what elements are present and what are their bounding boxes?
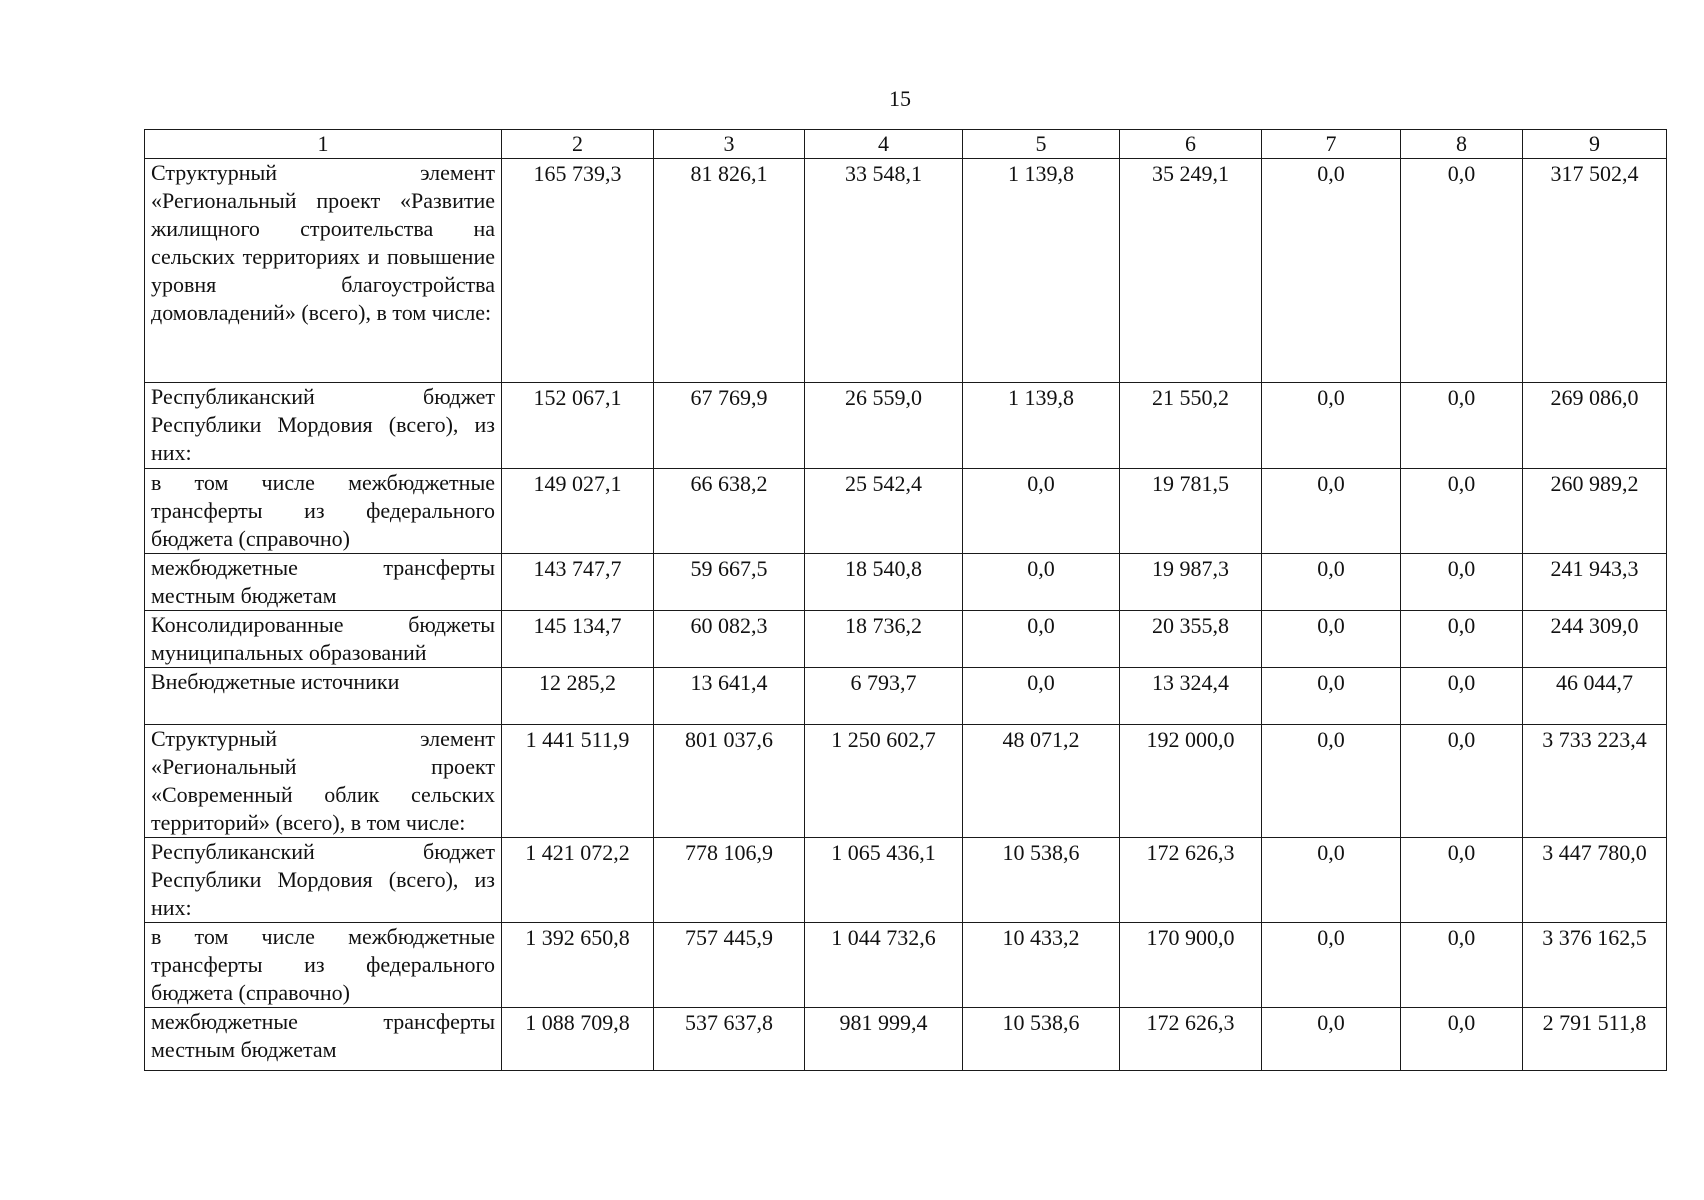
- table-cell: 1 139,8: [963, 383, 1120, 469]
- column-header: 9: [1523, 130, 1667, 159]
- column-header: 8: [1401, 130, 1523, 159]
- column-header: 5: [963, 130, 1120, 159]
- table-cell: 66 638,2: [654, 469, 805, 554]
- table-cell: 801 037,6: [654, 725, 805, 838]
- table-cell: 260 989,2: [1523, 469, 1667, 554]
- table-cell: 33 548,1: [805, 159, 963, 383]
- table-cell: 21 550,2: [1120, 383, 1262, 469]
- table-row: [145, 1008, 1667, 1071]
- table-row: [145, 159, 1667, 383]
- table-row: [145, 383, 1667, 469]
- table-cell: 0,0: [1401, 668, 1523, 725]
- table-cell: 59 667,5: [654, 554, 805, 611]
- table-cell: 757 445,9: [654, 923, 805, 1008]
- table-row: [145, 838, 1667, 923]
- table-cell: 0,0: [1262, 159, 1401, 383]
- table-cell: 13 324,4: [1120, 668, 1262, 725]
- table-cell: 13 641,4: [654, 668, 805, 725]
- row-label: Структурный элемент «Региональный проект «Развитие жилищного строительства на сельских территориях и повышение уровня благоустройства домовладений» (всего), в том числе:: [145, 159, 502, 383]
- table-cell: 0,0: [1262, 1008, 1401, 1071]
- table-cell: 35 249,1: [1120, 159, 1262, 383]
- table-row: [145, 611, 1667, 668]
- row-label: Внебюджетные источники: [145, 668, 502, 725]
- table-cell: 3 447 780,0: [1523, 838, 1667, 923]
- row-label: в том числе межбюджетные трансферты из федерального бюджета (справочно): [145, 469, 502, 554]
- table-cell: 149 027,1: [502, 469, 654, 554]
- table-cell: 170 900,0: [1120, 923, 1262, 1008]
- page-number: 15: [889, 86, 911, 111]
- table-cell: 19 987,3: [1120, 554, 1262, 611]
- table-cell: 0,0: [1262, 554, 1401, 611]
- column-header: 4: [805, 130, 963, 159]
- table-cell: 0,0: [1401, 159, 1523, 383]
- table-cell: 152 067,1: [502, 383, 654, 469]
- row-label: Республиканский бюджет Республики Мордовия (всего), из них:: [145, 838, 502, 923]
- row-label: в том числе межбюджетные трансферты из федерального бюджета (справочно): [145, 923, 502, 1008]
- table-cell: 0,0: [1401, 383, 1523, 469]
- table-cell: 0,0: [1401, 725, 1523, 838]
- table-cell: 0,0: [1401, 838, 1523, 923]
- table-cell: 0,0: [1401, 554, 1523, 611]
- table-cell: 0,0: [963, 554, 1120, 611]
- table-cell: 0,0: [1262, 838, 1401, 923]
- column-header: 2: [502, 130, 654, 159]
- table-cell: 0,0: [1401, 923, 1523, 1008]
- table-cell: 0,0: [963, 611, 1120, 668]
- table-cell: 10 538,6: [963, 1008, 1120, 1071]
- table-cell: 12 285,2: [502, 668, 654, 725]
- table-cell: 25 542,4: [805, 469, 963, 554]
- table-cell: 1 250 602,7: [805, 725, 963, 838]
- table-cell: 10 433,2: [963, 923, 1120, 1008]
- table-cell: 1 065 436,1: [805, 838, 963, 923]
- table-cell: 1 044 732,6: [805, 923, 963, 1008]
- table-cell: 67 769,9: [654, 383, 805, 469]
- table-cell: 60 082,3: [654, 611, 805, 668]
- table-cell: 26 559,0: [805, 383, 963, 469]
- table-row: [145, 725, 1667, 838]
- table-cell: 0,0: [1262, 383, 1401, 469]
- column-header: 6: [1120, 130, 1262, 159]
- table-cell: 192 000,0: [1120, 725, 1262, 838]
- column-header: 3: [654, 130, 805, 159]
- table-cell: 3 733 223,4: [1523, 725, 1667, 838]
- table-cell: 0,0: [1262, 469, 1401, 554]
- table-cell: 0,0: [1262, 668, 1401, 725]
- table-cell: 6 793,7: [805, 668, 963, 725]
- table-cell: 0,0: [963, 469, 1120, 554]
- table-cell: 48 071,2: [963, 725, 1120, 838]
- table-cell: 0,0: [1401, 1008, 1523, 1071]
- table-cell: 19 781,5: [1120, 469, 1262, 554]
- table-cell: 0,0: [1401, 469, 1523, 554]
- row-label: межбюджетные трансферты местным бюджетам: [145, 1008, 502, 1071]
- table-cell: 269 086,0: [1523, 383, 1667, 469]
- table-cell: 46 044,7: [1523, 668, 1667, 725]
- table-cell: 0,0: [1262, 611, 1401, 668]
- table-cell: 1 392 650,8: [502, 923, 654, 1008]
- table-row: [145, 554, 1667, 611]
- table-cell: 1 441 511,9: [502, 725, 654, 838]
- table-cell: 1 088 709,8: [502, 1008, 654, 1071]
- table-row: [145, 668, 1667, 725]
- budget-table: [144, 129, 1667, 1071]
- table-cell: 0,0: [1401, 611, 1523, 668]
- column-header: 1: [145, 130, 502, 159]
- row-label: Республиканский бюджет Республики Мордовия (всего), из них:: [145, 383, 502, 469]
- table-cell: 981 999,4: [805, 1008, 963, 1071]
- row-label: межбюджетные трансферты местным бюджетам: [145, 554, 502, 611]
- table-cell: 10 538,6: [963, 838, 1120, 923]
- row-label: Консолидированные бюджеты муниципальных образований: [145, 611, 502, 668]
- table-cell: 1 421 072,2: [502, 838, 654, 923]
- table-cell: 145 134,7: [502, 611, 654, 668]
- column-header: 7: [1262, 130, 1401, 159]
- table-cell: 778 106,9: [654, 838, 805, 923]
- table-cell: 241 943,3: [1523, 554, 1667, 611]
- table-cell: 244 309,0: [1523, 611, 1667, 668]
- table-cell: 3 376 162,5: [1523, 923, 1667, 1008]
- table-cell: 2 791 511,8: [1523, 1008, 1667, 1071]
- table-cell: 143 747,7: [502, 554, 654, 611]
- table-cell: 165 739,3: [502, 159, 654, 383]
- table-cell: 18 736,2: [805, 611, 963, 668]
- row-label: Структурный элемент «Региональный проект «Современный облик сельских территорий» (всего), в том числе:: [145, 725, 502, 838]
- table-row: [145, 469, 1667, 554]
- table-cell: 317 502,4: [1523, 159, 1667, 383]
- table-row: [145, 923, 1667, 1008]
- table-cell: 172 626,3: [1120, 1008, 1262, 1071]
- table-header-row: [145, 130, 1667, 159]
- table-cell: 20 355,8: [1120, 611, 1262, 668]
- table-cell: 537 637,8: [654, 1008, 805, 1071]
- table-cell: 0,0: [1262, 923, 1401, 1008]
- table-cell: 172 626,3: [1120, 838, 1262, 923]
- table-cell: 0,0: [963, 668, 1120, 725]
- table-cell: 0,0: [1262, 725, 1401, 838]
- table-cell: 1 139,8: [963, 159, 1120, 383]
- table-cell: 18 540,8: [805, 554, 963, 611]
- table-cell: 81 826,1: [654, 159, 805, 383]
